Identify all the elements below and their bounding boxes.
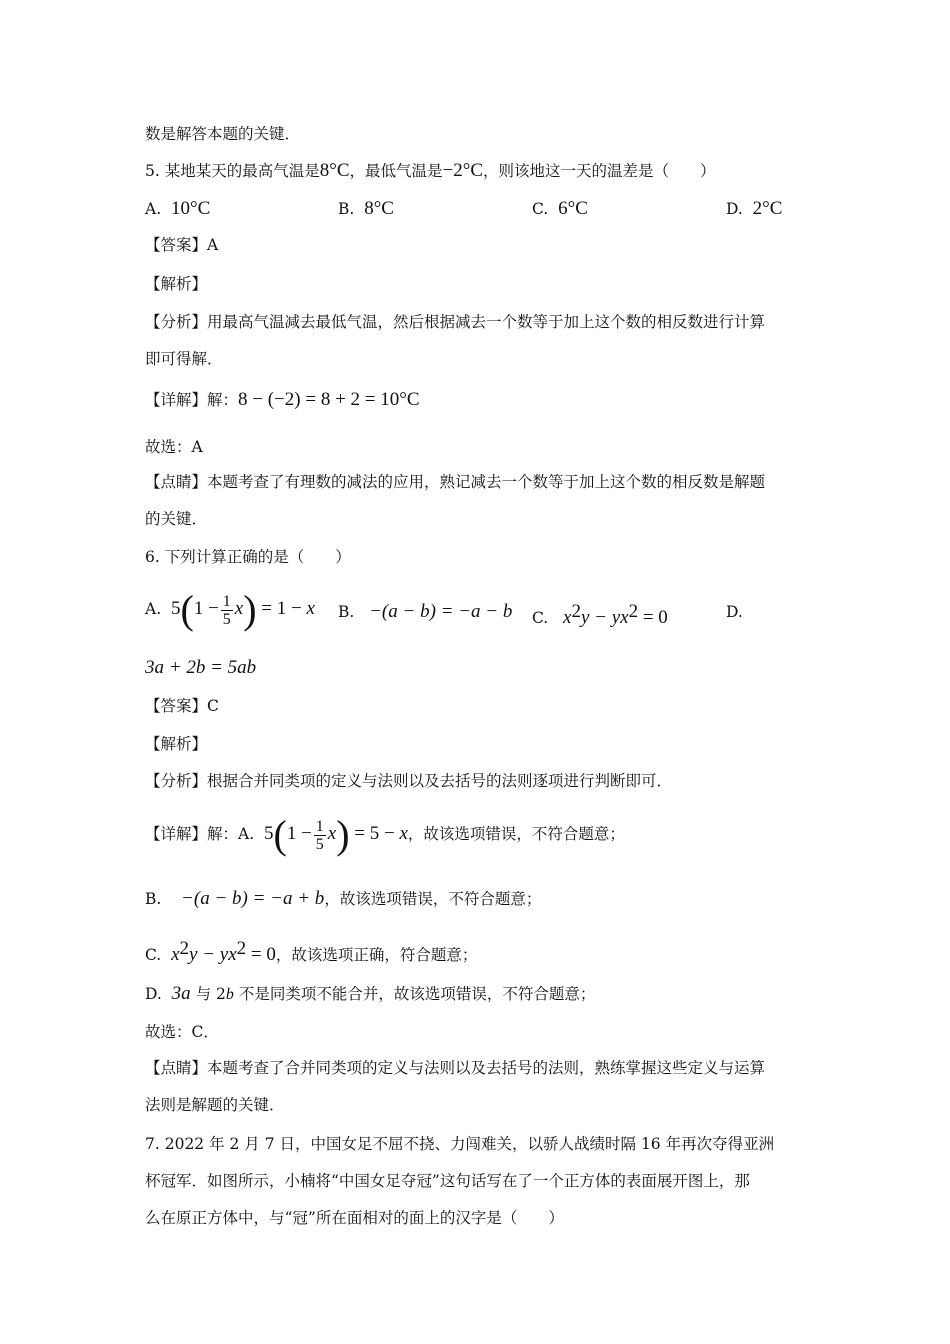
q5-stem-a: 5. 某地某天的最高气温是 (145, 162, 320, 180)
q5-guxuan: 故选：A (145, 438, 203, 456)
question-5-stem (145, 160, 716, 182)
q6-option-b: B. −(a − b) = −a − b (338, 601, 513, 622)
q5-dianjing-cont: 的关键． (145, 510, 208, 528)
q5-option-d: D. 2°C (726, 198, 783, 219)
q6-xiangjie-c: C. $x^2y - yx^2 = 0$，故该选项正确，符合题意； (145, 938, 478, 966)
q5-fenxi: 【分析】用最高气温减去最低气温，然后根据减去一个数等于加上这个数的相反数进行计算 (145, 313, 766, 331)
text-line: 数是解答本题的关键． (145, 125, 301, 143)
q5-option-c: C. 6°C (532, 198, 588, 219)
q6-xiangjie-d: D. 3a 与 2b 不是同类项不能合并，故该选项错误，不符合题意； (145, 983, 596, 1004)
q5-dianjing: 【点睛】本题考查了有理数的减法的应用，熟记减去一个数等于加上这个数的相反数是解题 (145, 473, 766, 491)
question-7-line-3: 么在原正方体中，与“冠”所在面相对的面上的汉字是（ ） (145, 1209, 564, 1227)
q5-jiexi: 【解析】 (145, 275, 208, 293)
q6-guxuan: 故选：C． (145, 1023, 219, 1041)
q6-fenxi: 【分析】根据合并同类项的定义与法则以及去括号的法则逐项进行判断即可． (145, 772, 673, 790)
q5-option-a: A. 10°C (145, 198, 211, 219)
q5-stem-b: ，最低气温是 (349, 162, 443, 180)
q6-answer: 【答案】C (145, 697, 219, 715)
question-7-line-2: 杯冠军．如图所示，小楠将“中国女足夺冠”这句话写在了一个正方体的表面展开图上，那 (145, 1172, 750, 1190)
q5-xiangjie: 【详解】解：8 − (−2) = 8 + 2 = 10°C (145, 389, 420, 410)
q5-option-b: B. 8°C (338, 198, 394, 219)
q6-option-d-expr: 3a + 2b = 5ab (145, 657, 257, 678)
q5-stem-c: ，则该地这一天的温差是（ ） (483, 162, 716, 180)
q5-low-temp: −2°C (442, 160, 484, 181)
question-7-line-1: 7. 2022 年 2 月 7 日，中国女足不屈不挠、力闯难关，以骄人战绩时隔 16 年再次夺得亚洲 (145, 1135, 775, 1153)
q6-xiangjie-b: B. −(a − b) = −a + b，故该选项错误，不符合题意； (145, 888, 542, 909)
q6-option-c: C. $x^2y - yx^2 = 0$ (532, 601, 668, 629)
q6-dianjing: 【点睛】本题考查了合并同类项的定义与法则以及去括号的法则，熟练掌握这些定义与运算 (145, 1059, 766, 1077)
q6-option-d: D. (726, 603, 743, 621)
question-6-stem: 6. 下列计算正确的是（ ） (145, 548, 351, 566)
q5-high-temp: 8°C (319, 160, 350, 181)
q6-dianjing-cont: 法则是解题的关键． (145, 1096, 285, 1114)
q6-xiangjie-a: 【详解】解：A. 5(1 − $\frac{1}{5}$ x) = 5 − x，故该选项错误，不符合题意； (145, 812, 625, 857)
q5-fenxi-cont: 即可得解． (145, 350, 223, 368)
q6-option-a: A. 5(1 − $\frac{1}{5}$ x) = 1 − x (145, 587, 315, 632)
q5-answer: 【答案】A (145, 236, 219, 254)
q6-jiexi: 【解析】 (145, 735, 208, 753)
